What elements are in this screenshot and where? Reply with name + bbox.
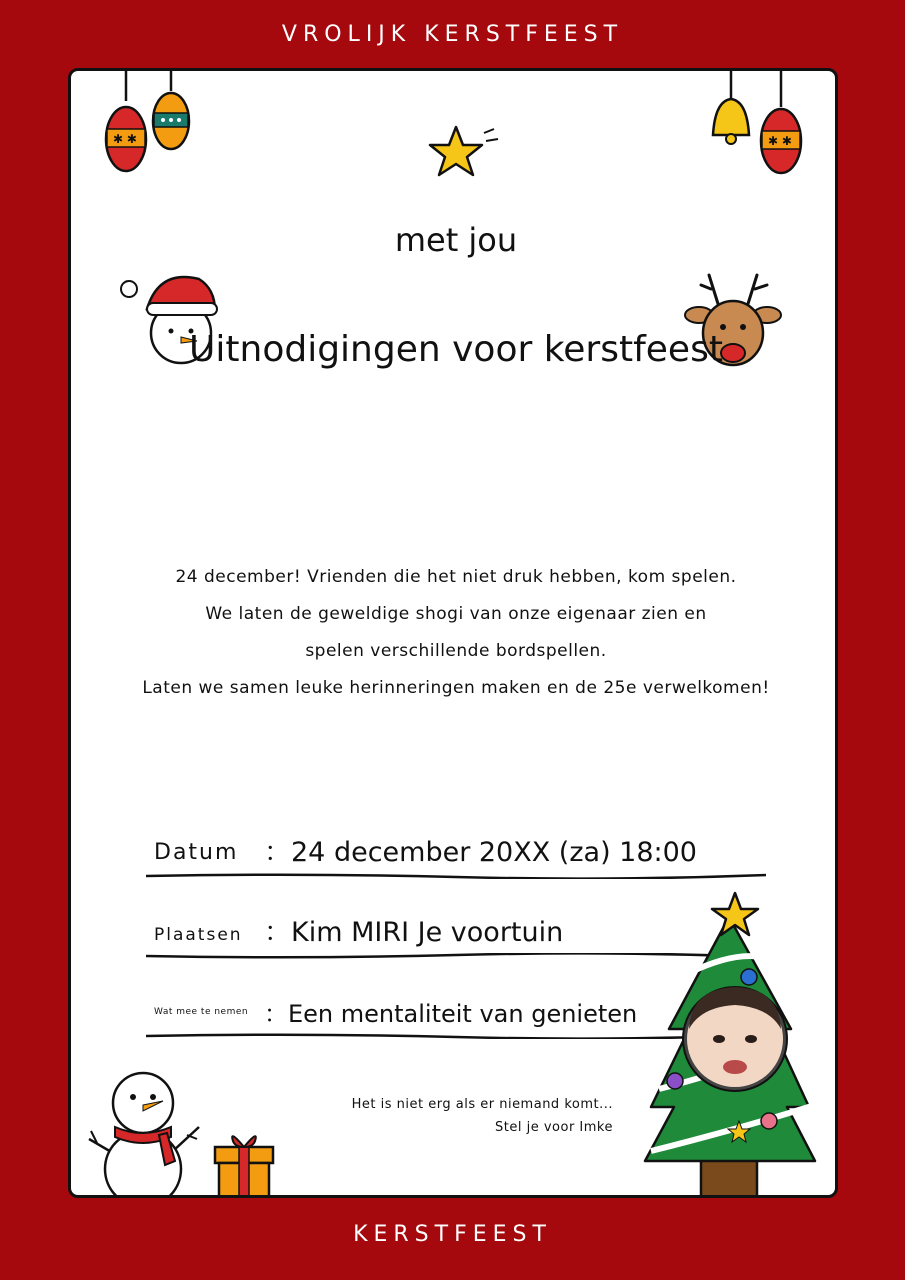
invitation-title: Uitnodigingen voor kerstfeest xyxy=(189,329,723,370)
date-label: Datum xyxy=(154,840,239,865)
date-row xyxy=(146,819,766,879)
gift-box-icon xyxy=(209,1123,279,1198)
place-value: ：Kim MIRI Je voortuin xyxy=(264,917,564,948)
christmas-tree-icon xyxy=(639,889,829,1198)
body-line: We laten de geweldige shogi van onze eigenaar zien en xyxy=(205,604,707,624)
bring-label: Wat mee te nemen xyxy=(154,1007,249,1017)
subtitle: met jou xyxy=(394,221,518,259)
star-icon xyxy=(426,123,506,183)
bell-icon xyxy=(701,71,811,181)
body-line: Laten we samen leuke herinneringen maken en de 25e verwelkomen! xyxy=(142,678,770,698)
footer-line: Stel je voor Imke xyxy=(495,1120,613,1135)
top-banner: VROLIJK KERSTFEEST xyxy=(281,22,624,47)
body-line: spelen verschillende bordspellen. xyxy=(305,641,607,661)
invitation-card xyxy=(68,68,838,1198)
row-divider xyxy=(146,873,766,879)
footer-note xyxy=(352,1093,613,1139)
svg-text:✱ ✱: ✱ ✱ xyxy=(113,132,137,146)
date-value: ：24 december 20XX (za) 18:00 xyxy=(264,837,697,868)
svg-text:✱ ✱: ✱ ✱ xyxy=(768,134,792,148)
ornament-icon xyxy=(99,71,199,181)
body-line: 24 december! Vrienden die het niet druk hebben, kom spelen. xyxy=(175,567,737,587)
place-label: Plaatsen xyxy=(154,925,243,945)
footer-line: Het is niet erg als er niemand komt... xyxy=(351,1097,613,1112)
invitation-body xyxy=(91,559,821,707)
snowman-icon xyxy=(79,1061,209,1198)
bottom-banner: KERSTFEEST xyxy=(353,1222,552,1247)
bring-value: ：Een mentaliteit van genieten xyxy=(264,1000,638,1028)
